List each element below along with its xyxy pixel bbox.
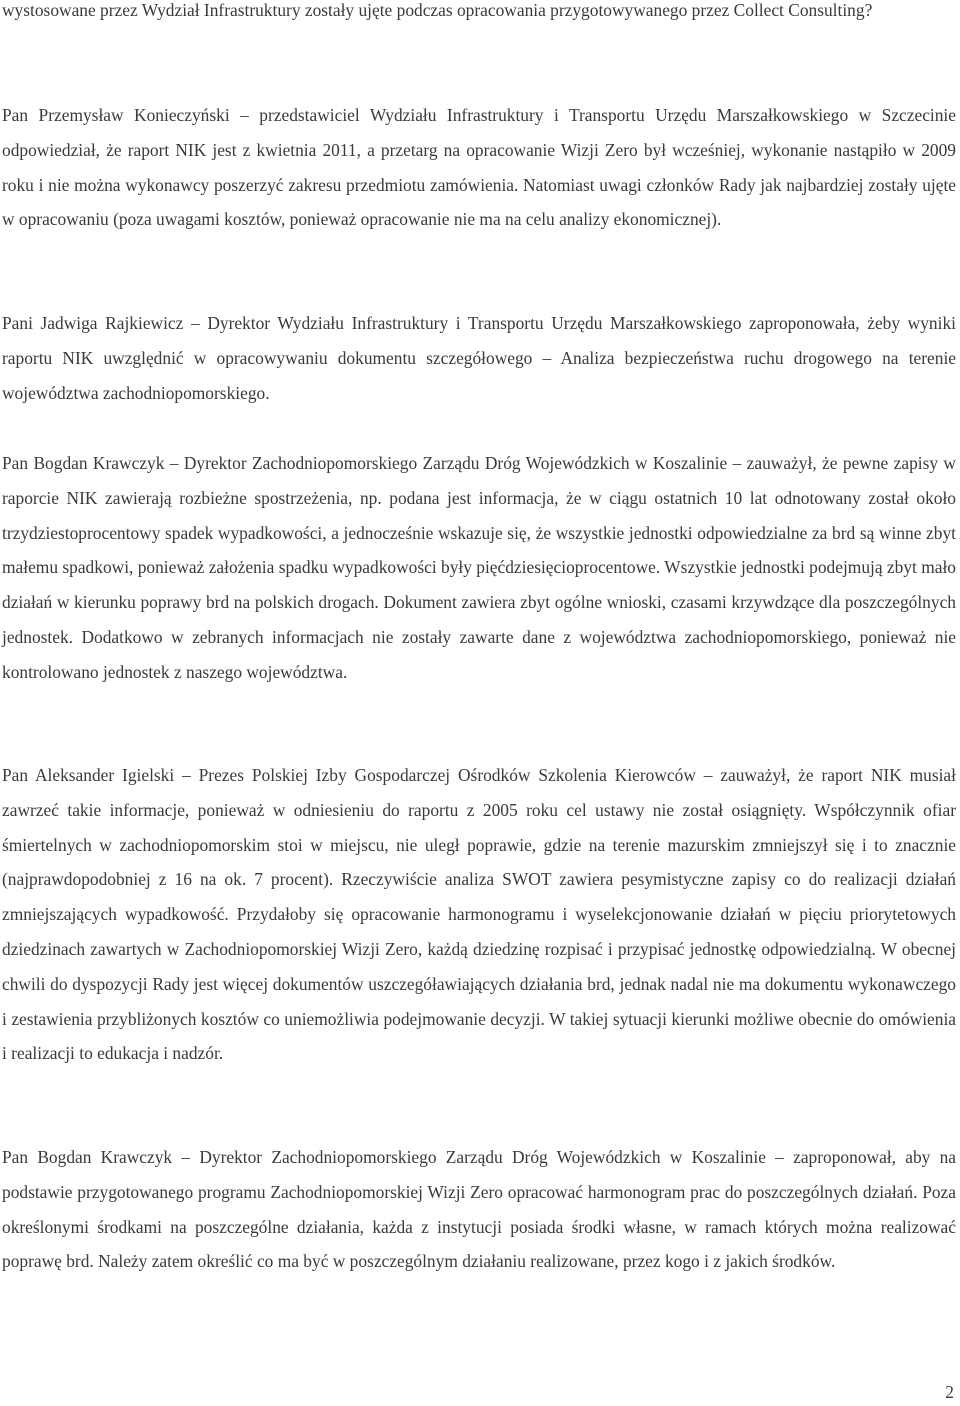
- paragraph-4: Pan Bogdan Krawczyk – Dyrektor Zachodniopomorskiego Zarządu Dróg Wojewódzkich w Koszalinie – zauważył, że pewne zapisy w raporcie NIK zawierają rozbieżne spostrzeżenia, np. podana jest informacja, że w ciągu ostatnich 10 lat odnotowany został około trzydziestoprocentowy spadek wypadkowości, a jednocześnie wskazuje się, że wszystkie jednostki odpowiedzialne za brd są winne zbyt małemu spadkowi, ponieważ założenia spadku wypadkowości były pięćdziesięcioprocentowe. Wszystkie jednostki podejmują zbyt mało działań w kierunku poprawy brd na polskich drogach. Dokument zawiera zbyt ogólne wnioski, czasami krzywdzące dla poszczególnych jednostek. Dodatkowo w zebranych informacjach nie zostały zawarte dane z województwa zachodniopomorskiego, ponieważ nie kontrolowano jednostek z naszego województwa.: [2, 453, 956, 682]
- page-number: 2: [945, 1382, 954, 1402]
- paragraph-6: Pan Bogdan Krawczyk – Dyrektor Zachodniopomorskiego Zarządu Dróg Wojewódzkich w Koszalinie – zaproponował, aby na podstawie przygotowanego programu Zachodniopomorskiej Wizji Zero opracować harmonogram prac do poszczególnych działań. Poza określonymi środkami na poszczególne działania, każda z instytucji posiada środki własne, w ramach których można realizować poprawę brd. Należy zatem określić co ma być w poszczególnym działaniu realizowane, przez kogo i z jakich środków.: [2, 1147, 956, 1272]
- paragraph-5: Pan Aleksander Igielski – Prezes Polskiej Izby Gospodarczej Ośrodków Szkolenia Kierowców – zauważył, że raport NIK musiał zawrzeć takie informacje, ponieważ w odniesieniu do raportu z 2005 roku cel ustawy nie został osiągnięty. Współczynnik ofiar śmiertelnych w zachodniopomorskim stoi w miejscu, nie uległ poprawie, gdzie na terenie mazurskim zmniejszył się i to znacznie (najprawdopodobniej z 16 na ok. 7 procent). Rzeczywiście analiza SWOT zawiera pesymistyczne zapisy co do realizacji działań zmniejszających wypadkowość. Przydałoby się opracowanie harmonogramu i wyselekcjonowanie działań w pięciu priorytetowych dziedzinach zawartych w Zachodniopomorskiej Wizji Zero, każdą dziedzinę rozpisać i przypisać jednostkę odpowiedzialną. W obecnej chwili do dyspozycji Rady jest więcej dokumentów uszczegóławiających działania brd, jednak nadal nie ma dokumentu wykonawczego i zestawienia przybliżonych kosztów co uniemożliwia podejmowanie decyzji. W takiej sytuacji kierunki możliwe obecnie do omówienia i realizacji to edukacja i nadzór.: [2, 765, 956, 1064]
- paragraph-1: wystosowane przez Wydział Infrastruktury zostały ujęte podczas opracowania przygotowywanego przez Collect Consulting?: [2, 0, 873, 20]
- paragraph-3: Pani Jadwiga Rajkiewicz – Dyrektor Wydziału Infrastruktury i Transportu Urzędu Marszałkowskiego zaproponowała, żeby wyniki raportu NIK uwzględnić w opracowywaniu dokumentu szczegółowego – Analiza bezpieczeństwa ruchu drogowego na terenie województwa zachodniopomorskiego.: [2, 313, 956, 403]
- paragraph-2: Pan Przemysław Konieczyński – przedstawiciel Wydziału Infrastruktury i Transportu Urzędu Marszałkowskiego w Szczecinie odpowiedział, że raport NIK jest z kwietnia 2011, a przetarg na opracowanie Wizji Zero był wcześniej, wykonanie nastąpiło w 2009 roku i nie można wykonawcy poszerzyć zakresu przedmiotu zamówienia. Natomiast uwagi członków Rady jak najbardziej zostały ujęte w opracowaniu (poza uwagami kosztów, ponieważ opracowanie nie ma na celu analizy ekonomicznej).: [2, 105, 956, 230]
